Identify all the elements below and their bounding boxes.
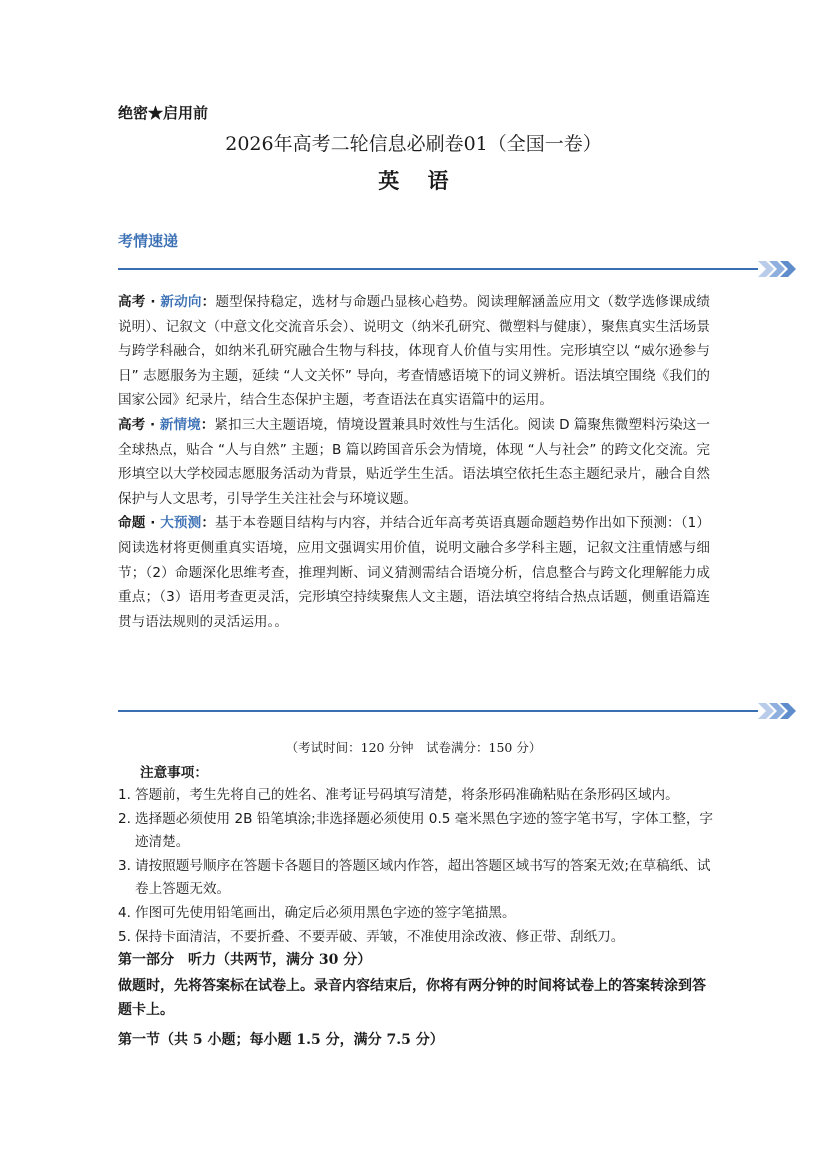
analysis-paragraph <box>118 511 710 634</box>
notes-list <box>118 784 718 949</box>
divider-bottom <box>118 710 758 712</box>
note-item: 5. 保持卡面清洁，不要折叠、不要弄破、弄皱，不准使用涂改液、修正带、刮纸刀。 <box>118 928 625 945</box>
paragraph-text: 紧扣三大主题语境，情境设置兼具时效性与生活化。阅读 D 篇聚焦微塑料污染这一全球热点，贴合 “人与自然” 主题；B 篇以跨国音乐会为情境，体现 “人与社会” 的跨文化交流。完形填空以大学校园志愿服务活动为背景，贴近学生生活。语法填空依托生态主题纪录片，融合自然保护与人文思考，引导学生关注社会与环境议题。 <box>118 416 711 507</box>
part1-instruction: 做题时，先将答案标在试卷上。录音内容结束后，你将有两分钟的时间将试卷上的答案转涂到答题卡上。 <box>118 978 706 1018</box>
subject-char: 语 <box>427 168 449 193</box>
confidential-label: 绝密★启用前 <box>118 104 209 122</box>
note-item: 4. 作图可先使用铅笔画出，确定后必须用黑色字迹的签字笔描黑。 <box>118 904 516 921</box>
subject-char: 英 <box>378 168 400 193</box>
note-item: 2. 选择题必须使用 2B 铅笔填涂;非选择题必须使用 0.5 毫米黑色字迹的签字笔书写，字体工整，字迹清楚。 <box>118 810 714 851</box>
note-item: 1. 答题前，考生先将自己的姓名、准考证号码填写清楚，将条形码准确粘贴在条形码区域内。 <box>118 787 679 803</box>
paragraph-text: 题型保持稳定，选材与命题凸显核心趋势。阅读理解涵盖应用文（数学选修课成绩说明）、记叙文（中意文化交流音乐会）、说明文（纳米孔研究、微塑料与健康），聚焦真实生活场景与跨学科融合，如纳米孔研究融合生物与科技，体现育人价值与实用性。完形填空以 “威尔逊参与日” 志愿服务为主题，延续 “人文关怀” 导向，考查情感语境下的词义辨析。语法填空围绕《我们的国家公园》纪录片，结合生态保护主题，考查语法在真实语篇中的运用。 <box>118 294 711 409</box>
paragraph-label: 高考 · 新情境： <box>118 416 215 433</box>
paragraph-text: 基于本卷题目结构与内容，并结合近年高考英语真题命题趋势作出如下预测：（1）阅读选材将更侧重真实语境，应用文强调实用价值，说明文融合多学科主题，记叙文注重情感与细节；（2）命题深化思维考查，推理判断、词义猜测需结合语境分析，信息整合与跨文化理解能力成重点；（3）语用考查更灵活，完形填空持续聚焦人文主题，语法填空将结合热点话题，侧重语篇连贯与语法规则的灵活运用。。 <box>118 515 710 630</box>
analysis-paragraph <box>118 290 710 413</box>
part1-title: 第一部分 听力（共两节，满分 30 分） <box>118 952 372 968</box>
paragraph-label: 高考 · 新动向： <box>118 294 216 310</box>
exam-title: 2026年高考二轮信息必刷卷01（全国一卷） <box>225 133 602 155</box>
analysis-heading: 考情速递 <box>118 232 179 250</box>
paragraph-label: 命题 · 大预测： <box>118 515 216 532</box>
subject-title <box>0 165 827 195</box>
exam-info: （考试时间：120 分钟 试卷满分：150 分） <box>285 740 542 755</box>
note-item: 3. 请按照题号顺序在答题卡各题目的答题区域内作答，超出答题区域书写的答案无效;在草稿纸、试卷上答题无效。 <box>118 857 711 898</box>
divider-top <box>118 268 758 270</box>
notes-title: 注意事项： <box>140 765 208 781</box>
chevron-arrows-icon <box>758 703 798 719</box>
part1-section1: 第一节（共 5 小题；每小题 1.5 分，满分 7.5 分） <box>118 1032 444 1048</box>
analysis-body <box>118 290 710 634</box>
chevron-arrows-icon <box>758 261 798 277</box>
analysis-paragraph <box>118 413 710 511</box>
